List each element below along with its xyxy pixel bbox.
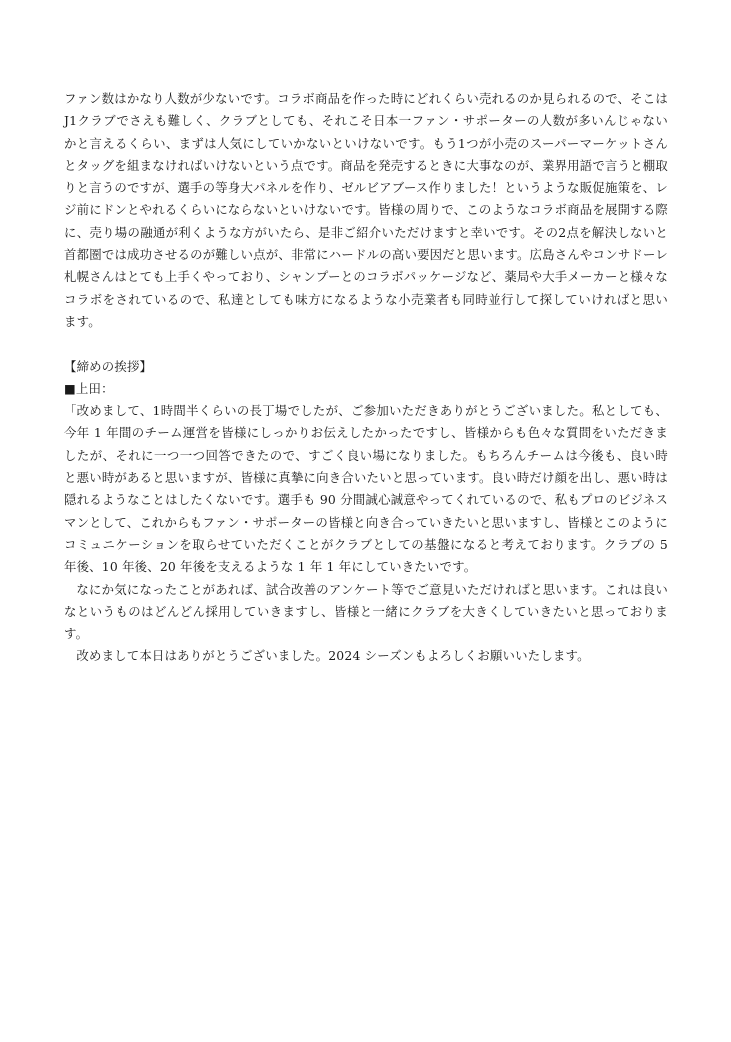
speaker-label: ■上田：	[64, 380, 114, 396]
intro-paragraph: ファン数はかなり人数が少ないです。コラボ商品を作った時にどれくらい売れるのか見られるので、そこはJ1クラブでさえも難しく、クラブとしても、それこそ日本一ファン・サポーターの人数が多いんじゃないかと言えるくらい、まずは人気にしていかないといけないです。もう1つが小売のスーパーマーケットさんとタッグを組まなければいけないという点です。商品を発売するときに大事なのが、業界用語で言うと棚取りと言うのですが、選手の等身大パネルを作り、ゼルビアブース作りました！というような販促施策を、レジ前にドンとやれるくらいにならないといけないです。皆様の周りで、このようなコラボ商品を展開する際に、売り場の融通が利くような方がいたら、是非ご紹介いただけますと幸いです。その2点を解決しないと首都圏では成功させるのが難しい点が、非常にハードルの高い要因だと思います。広島さんやコンサドーレ札幌さんはとても上手くやっており、シャンプーとのコラボパッケージなど、薬局や大手メーカーと様々なコラボをされているので、私達としても味方になるような小売業者も同時並行して探していければと思います。	[64, 91, 668, 329]
document-body	[64, 88, 668, 668]
paragraph-spacer	[64, 333, 668, 355]
section-heading: 【締めの挨拶】	[64, 358, 153, 374]
closing-paragraph-1: 「改めまして、1時間半くらいの長丁場でしたが、ご参加いただきありがとうございました。私としても、今年 1 年間のチーム運営を皆様にしっかりお伝えしたかったですし、皆様からも色々な質問をいただきましたが、それに一つ一つ回答できたので、すごく良い場になりました。もちろんチームは今後も、良い時と悪い時があると思いますが、皆様に真摯に向き合いたいと思っています。良い時だけ顔を出し、悪い時は隠れるようなことはしたくないです。選手も 90 分間誠心誠意やってくれているので、私もプロのビジネスマンとして、これからもファン・サポーターの皆様と向き合っていきたいと思いますし、皆様とこのようにコミュニケーションを取らせていただくことがクラブとしての基盤になると考えております。クラブの 5 年後、10 年後、20 年後を支えるような 1 年 1 年にしていきたいです。	[64, 403, 668, 575]
closing-paragraph-2: なにか気になったことがあれば、試合改善のアンケート等でご意見いただければと思います。これは良いなというものはどんどん採用していきますし、皆様と一緒にクラブを大きくしていきたいと思っております。	[64, 581, 668, 642]
closing-paragraph-3: 改めまして本日はありがとうございました。2024 シーズンもよろしくお願いいたします。	[76, 648, 590, 664]
